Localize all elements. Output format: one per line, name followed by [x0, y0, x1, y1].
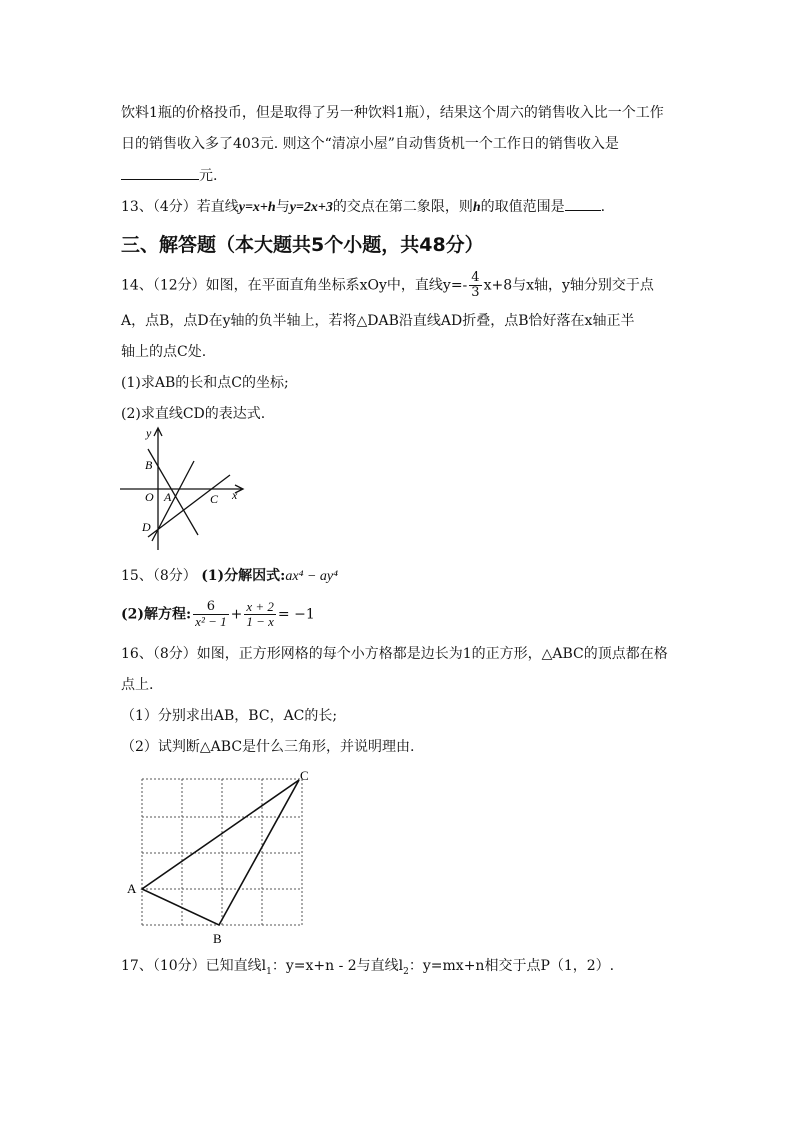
label-c: C: [300, 768, 309, 783]
p16-figure: [122, 765, 322, 949]
frac-den: 1 − x: [246, 614, 274, 629]
p17-text-b: ：y=x+n - 2与直线l: [271, 958, 404, 974]
p16-q1: （1）分别求出AB，BC，AC的长;: [121, 708, 338, 724]
line-ab: [148, 449, 198, 535]
label-o: O: [145, 490, 154, 504]
grid: [142, 779, 302, 925]
label-y: y: [146, 426, 152, 440]
p17-sub1: 1: [266, 966, 272, 977]
p15-line2: [121, 600, 315, 629]
p15-q1-expr: ax⁴ − ay⁴: [285, 569, 338, 584]
p15-q2-label: (2)解方程:: [121, 606, 192, 623]
p14-figure: [118, 425, 250, 553]
p17-line: [121, 956, 614, 982]
p12-line2: 日的销售收入多了403元. 则这个“清凉小屋”自动售货机一个工作日的销售收入是: [121, 136, 619, 152]
frac-num: x + 2: [246, 599, 274, 614]
p14-line3: 轴上的点C处.: [121, 344, 207, 360]
p14-fraction: [469, 271, 481, 300]
p14-line1-b: x+8与x轴，y轴分别交于点: [483, 277, 654, 294]
p16-line2: 点上.: [121, 677, 154, 693]
p13-suffix: 的取值范围是: [480, 199, 565, 215]
p13-mid1: 与: [275, 199, 290, 215]
p14-line2: A，点B，点D在y轴的负半轴上，若将△DAB沿直线AD折叠，点B恰好落在x轴正半: [121, 313, 635, 329]
p13-prefix: 13、（4分）若直线: [121, 199, 239, 215]
p15-fraction-2: [244, 600, 276, 629]
frac-num: 6: [206, 599, 216, 614]
answer-blank: [121, 165, 199, 180]
p15-rhs: = −1: [277, 606, 315, 623]
p13-end: .: [600, 199, 606, 215]
p14-line1: [121, 271, 654, 300]
p17-text-c: ：y=mx+n相交于点P（1，2）.: [408, 958, 615, 974]
label-b: B: [213, 931, 222, 946]
p12-line3: [121, 165, 217, 186]
answer-blank: [565, 196, 601, 211]
plus-sign: +: [230, 606, 243, 623]
line-cd: [148, 475, 230, 537]
p15-line1: [121, 566, 338, 587]
p13-eq1: y=x+h: [238, 200, 276, 215]
label-b: B: [145, 458, 153, 472]
p17-sub2: 2: [403, 966, 409, 977]
section-title: 三、解答题（本大题共5个小题，共48分）: [121, 234, 484, 256]
frac-den: x² − 1: [195, 614, 227, 629]
p15-prefix: 15、（8分）: [121, 568, 197, 584]
p13-eq2: y=2x+3: [289, 200, 333, 215]
p17-text-a: 17、（10分）已知直线l: [121, 958, 267, 974]
p14-q1: (1)求AB的长和点C的坐标;: [121, 375, 289, 391]
p15-q1-label: (1)分解因式:: [201, 568, 286, 584]
p15-fraction-1: [193, 600, 228, 629]
p16-line1: 16、（8分）如图，正方形网格的每个小方格都是边长为1的正方形，△ABC的顶点都在格: [121, 646, 668, 662]
p14-line1-a: 14、（12分）如图，在平面直角坐标系xOy中，直线y=-: [121, 277, 468, 294]
label-c: C: [210, 492, 219, 506]
p12-suffix: 元.: [199, 168, 218, 184]
label-d: D: [142, 520, 151, 534]
p13-line: [121, 196, 605, 218]
label-x: x: [232, 488, 238, 502]
p16-q2: （2）试判断△ABC是什么三角形，并说明理由.: [121, 739, 415, 755]
label-a: A: [164, 490, 172, 504]
p13-var: h: [472, 200, 481, 215]
p14-q2: (2)求直线CD的表达式.: [121, 406, 266, 422]
frac-den: 3: [471, 285, 480, 300]
p13-mid2: 的交点在第二象限，则: [332, 199, 473, 215]
p12-line1: 饮料1瓶的价格投币，但是取得了另一种饮料1瓶），结果这个周六的销售收入比一个工作: [121, 105, 664, 121]
frac-num: 4: [471, 270, 480, 285]
label-a: A: [127, 881, 137, 896]
